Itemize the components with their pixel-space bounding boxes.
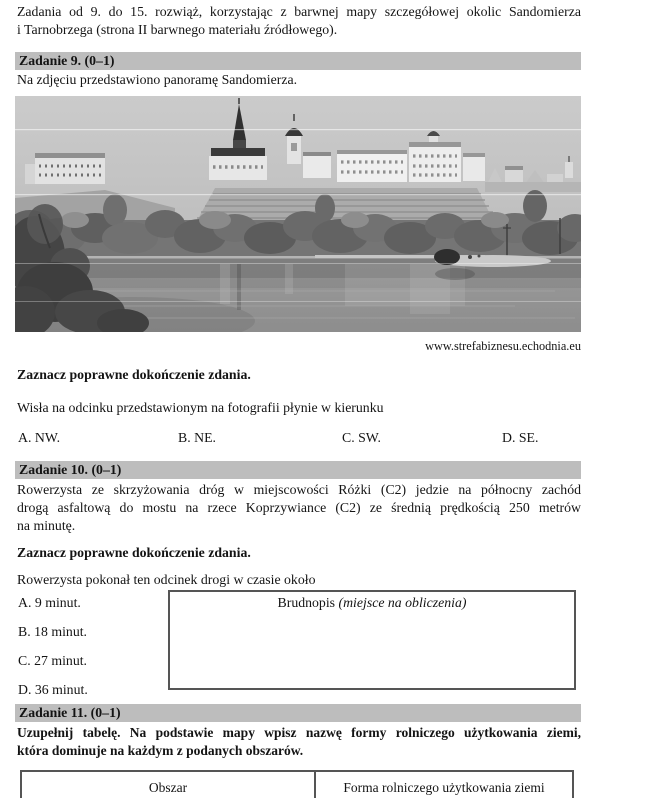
task10-option-b <box>18 623 88 652</box>
task10-body-line-2: drogą asfaltową do mostu na rzece Koprzywiance (C2) ze średnią prędkością 250 metrów <box>17 500 581 515</box>
task9-lead: Na zdjęciu przedstawiono panoramę Sandomierza. <box>17 72 298 87</box>
task9-question: Wisła na odcinku przedstawionym na fotografii płynie w kierunku <box>17 400 384 415</box>
option-text: 18 minut. <box>34 624 87 639</box>
task10-options <box>18 594 88 710</box>
task10-header-label: Zadanie 10. (0–1) <box>19 462 122 477</box>
table-header-obszar: Obszar <box>21 771 315 798</box>
task9-options <box>18 429 581 447</box>
option-text: 27 minut. <box>34 653 87 668</box>
task10-body <box>17 481 581 535</box>
photo-caption: www.strefabiznesu.echodnia.eu <box>425 339 581 353</box>
option-label: D. <box>18 682 32 697</box>
scratchpad-box <box>168 590 576 690</box>
land-use-table <box>20 770 574 798</box>
option-text: SW. <box>358 430 381 445</box>
panorama-illustration <box>15 96 581 332</box>
scratchpad-subtitle: (miejsce na obliczenia) <box>338 595 467 610</box>
option-text: NW. <box>34 430 61 445</box>
task9-instruction: Zaznacz poprawne dokończenie zdania. <box>17 367 251 382</box>
task9-option-b <box>178 429 342 447</box>
option-label: C. <box>342 430 355 445</box>
photo-sandomierz-panorama <box>15 96 581 332</box>
option-text: SE. <box>518 430 539 445</box>
intro-paragraph <box>17 3 581 38</box>
task9-header-label: Zadanie 9. (0–1) <box>19 53 115 68</box>
task9-option-d <box>502 429 581 447</box>
task11-header-bar <box>15 704 581 722</box>
task11-body-line-1: Uzupełnij tabelę. Na podstawie mapy wpisz nazwę formy rolniczego użytkowania ziemi, <box>17 725 581 740</box>
option-label: B. <box>18 624 31 639</box>
option-label: A. <box>18 595 32 610</box>
task11-header-label: Zadanie 11. (0–1) <box>19 705 121 720</box>
task10-option-a <box>18 594 88 623</box>
task10-question: Rowerzysta pokonał ten odcinek drogi w czasie około <box>17 572 316 587</box>
option-label: A. <box>18 430 32 445</box>
option-text: 9 minut. <box>34 595 81 610</box>
task11-body-line-2: która dominuje na każdym z podanych obszarów. <box>17 743 304 758</box>
table-header-forma: Forma rolniczego użytkowania ziemi <box>315 771 573 798</box>
option-label: C. <box>18 653 31 668</box>
intro-line-1: Zadania od 9. do 15. rozwiąż, korzystając z barwnej mapy szczegółowej okolic Sandomierza <box>17 4 581 19</box>
intro-line-2: i Tarnobrzega (strona II barwnego materiału źródłowego). <box>17 21 338 37</box>
task10-instruction: Zaznacz poprawne dokończenie zdania. <box>17 545 251 560</box>
option-label: D. <box>502 430 516 445</box>
task9-option-a <box>18 429 178 447</box>
task10-header-bar <box>15 461 581 479</box>
task11-body <box>17 724 581 760</box>
scratchpad-title: Brudnopis <box>277 595 336 610</box>
task10-option-c <box>18 652 88 681</box>
option-text: NE. <box>194 430 216 445</box>
table-header-row <box>21 771 573 798</box>
task10-body-line-1: Rowerzysta ze skrzyżowania dróg w miejscowości Różki (C2) jedzie na północny zachód <box>17 482 581 497</box>
option-label: B. <box>178 430 191 445</box>
task9-header-bar <box>15 52 581 70</box>
task10-body-line-3: na minutę. <box>17 518 76 533</box>
task9-option-c <box>342 429 502 447</box>
option-text: 36 minut. <box>34 682 88 697</box>
